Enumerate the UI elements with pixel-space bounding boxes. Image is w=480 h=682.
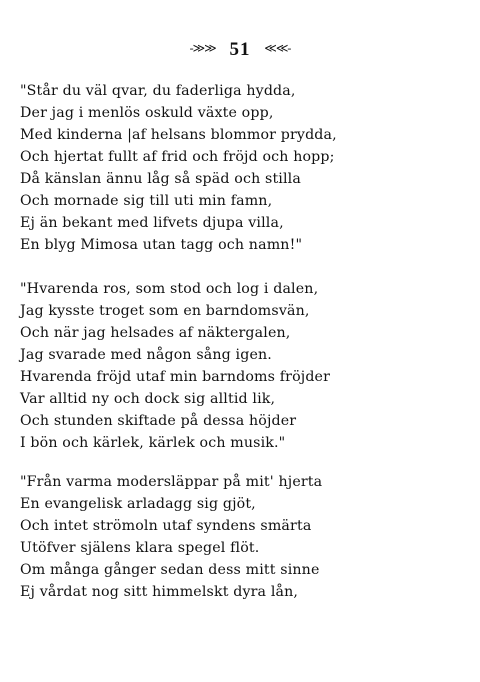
verse-line: Jag kysste troget som en barndomsvän, — [20, 303, 310, 319]
verse-line: Utöfver själens klara spegel flöt. — [20, 540, 260, 556]
verse-line: Ej vårdat nog sitt himmelskt dyra lån, — [20, 584, 299, 600]
verse-line: "Hvarenda ros, som stod och log i dalen, — [20, 281, 319, 297]
verse-line: Och mornade sig till uti min famn, — [20, 193, 273, 209]
verse-line: Och intet strömoln utaf syndens smärta — [20, 518, 312, 534]
page-header — [0, 36, 480, 62]
verse-line: Och stunden skiftade på dessa höjder — [20, 413, 297, 429]
ornament-left: -≫≫ — [189, 41, 216, 55]
verse-line: "Från varma modersläppar på mit' hjerta — [20, 474, 323, 490]
stanza-3 — [20, 471, 470, 603]
verse-line: I bön och kärlek, kärlek och musik." — [20, 435, 286, 451]
page-number: 51 — [229, 39, 251, 60]
stanza-2 — [20, 278, 470, 454]
verse-line: En blyg Mimosa utan tagg och namn!" — [20, 237, 303, 253]
verse-line: Var alltid ny och dock sig alltid lik, — [20, 391, 276, 407]
verse-line: Om många gånger sedan dess mitt sinne — [20, 562, 320, 578]
verse-line: Och hjertat fullt af frid och fröjd och hopp; — [20, 149, 335, 165]
stanza-1 — [20, 80, 470, 256]
verse-line: Hvarenda fröjd utaf min barndoms fröjder — [20, 369, 331, 385]
verse-line: Jag svarade med någon sång igen. — [20, 347, 272, 363]
verse-line: Och när jag helsades af näktergalen, — [20, 325, 291, 341]
verse-line: Ej än bekant med lifvets djupa villa, — [20, 215, 284, 231]
verse-line: En evangelisk arladagg sig gjöt, — [20, 496, 256, 512]
verse-line: "Står du väl qvar, du faderliga hydda, — [20, 83, 296, 99]
verse-line: Då känslan ännu låg så späd och stilla — [20, 171, 301, 187]
verse-line: Der jag i menlös oskuld växte opp, — [20, 105, 274, 121]
ornament-right: ≪≪- — [264, 41, 291, 55]
verse-line: Med kinderna |af helsans blommor prydda, — [20, 127, 337, 143]
